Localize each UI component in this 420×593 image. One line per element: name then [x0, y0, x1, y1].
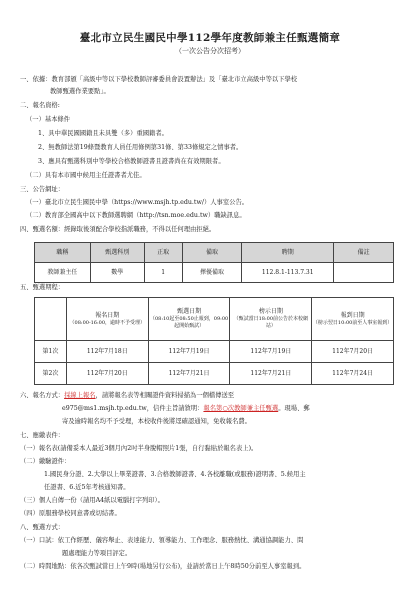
eligibility-item-2: 2、無教師法第19條暨教育人員任用條例第31條、第33條規定之情事者。 [38, 144, 243, 151]
section-quota-heading: 四、甄選名額：經錄取後須配合學校指派職務，不得以任何理由拒絕。 [20, 226, 216, 233]
schedule-cell: 112年7月21日 [148, 363, 230, 385]
position-cell-title: 教師兼主任 [35, 263, 91, 283]
documents-item-2b: 任證書、6.近5年考核通知書。 [44, 484, 130, 491]
registration-method: 採線上報名 [64, 392, 96, 399]
position-cell-note [334, 263, 394, 283]
schedule-cell: 112年7月19日 [148, 341, 230, 363]
schedule-cell: 112年7月24日 [312, 363, 394, 385]
position-header-title: 職稱 [35, 243, 91, 263]
schedule-cell: 112年7月21日 [230, 363, 312, 385]
document-title: 臺北市立民生國民中學112學年度教師兼主任甄選簡章 [79, 32, 341, 44]
document-subtitle: （一次公告分次招考） [175, 47, 245, 55]
position-header-regular: 正取 [144, 243, 182, 263]
section-method-heading: 八、甄選方式： [20, 524, 65, 531]
position-table [34, 242, 394, 283]
announcement-url-1: （一）臺北市立民生國民中學（https://www.msjh.tp.edu.tw/）人事室公告。 [26, 199, 249, 206]
documents-item-1: （一）報名表(請備妥本人最近3個月內2吋半身脫帽照片1張，自行黏貼於報名表上)。 [20, 445, 258, 452]
section-documents-heading: 七、應繳表件： [20, 432, 65, 439]
schedule-header-report: 報到日期 （榜示翌日10:00前至人事室報到） [312, 298, 394, 341]
method-item-1a: （一）口試：依工作經歷、儀容舉止、表達能力、領導能力、工作理念、服務熱忱、溝通協調能力、問 [20, 537, 304, 544]
eligibility-item-1: 1、具中華民國國籍且未具雙（多）重國籍者。 [38, 130, 168, 137]
schedule-header-exam: 甄選日期 （08:10起至08:50止報到，09:00起開始甄試） [148, 298, 230, 341]
email-subject: 報名第○次教師兼主任甄選 [203, 405, 279, 412]
method-item-1b: 題處理能力等項目評定。 [62, 550, 132, 557]
schedule-cell: 112年7月20日 [312, 341, 394, 363]
registration-email[interactable]: e975@ms1.msjh.tp.edu.tw，信件主旨請敘明： [62, 405, 204, 412]
position-cell-alternate: 擇優備取 [182, 263, 242, 283]
documents-item-2: （二）繳驗證件： [20, 458, 71, 465]
schedule-row-label: 第2次 [35, 363, 67, 385]
eligibility-basic: （一）基本條件 [26, 116, 71, 123]
section-announcement-heading: 三、公告網址： [20, 186, 65, 193]
announcement-url-2: （二）教育部全國高中以下教師選聘網（http://tsn.moe.edu.tw）職缺訊息。 [26, 212, 246, 219]
section-basis-line2: 教師甄選作業要點」。 [50, 88, 110, 95]
schedule-header-registration: 報名日期 （08:00-16:00，逾時不予受理） [66, 298, 148, 341]
schedule-table [34, 297, 394, 385]
schedule-header-blank [35, 298, 67, 341]
eligibility-item-3: 3、應具有甄選科別中等學校合格教師證書且證書尚在有效期限者。 [38, 158, 225, 165]
section-basis-line1: 一、依據：教育部頒「高級中等以下學校教師評審委員會設置辦法」及「臺北市立高級中等以下學校 [20, 76, 298, 83]
schedule-header-results: 榜示日期 （甄試當日18:00前公告於本校網站） [230, 298, 312, 341]
position-cell-subject: 數學 [90, 263, 144, 283]
documents-item-4: （四）原服務學校同意書或切結書。 [20, 510, 121, 517]
eligibility-preferred: （二）具有本市國中候用主任證書者尤佳。 [26, 172, 146, 179]
documents-item-3: （三）個人自傳一份（請用A4紙以電腦打字列印）。 [20, 497, 164, 504]
method-item-2: （二）時間地點：依各次甄試當日上午9時(場地另行公布)，並請於當日上午8時50分前至人事室報到。 [20, 563, 306, 570]
schedule-row [35, 363, 394, 385]
position-cell-regular: 1 [144, 263, 182, 283]
section-registration-line1: 六、報名方式：採線上報名，請將報名表等相關證件資料掃描為一個檔傳送至 [20, 392, 235, 399]
schedule-cell: 112年7月19日 [230, 341, 312, 363]
position-header-term: 聘期 [242, 243, 334, 263]
section-eligibility-heading: 二、報名資格: [20, 102, 60, 109]
section-registration-line3: 寄及逾時報名均不予受理，本校收件後將逕確認通知，免收報名費。 [62, 418, 251, 425]
documents-item-2a: 1.國民身分證、2.大學以上畢業證書、3.合格教師證書、4.各校離職(或服務)證明書、5.候用主 [44, 471, 306, 478]
position-header-note: 備註 [334, 243, 394, 263]
position-header-subject: 甄選科別 [90, 243, 144, 263]
schedule-cell: 112年7月20日 [66, 363, 148, 385]
schedule-cell: 112年7月18日 [66, 341, 148, 363]
position-header-alternate: 備取 [182, 243, 242, 263]
position-cell-term: 112.8.1-113.7.31 [242, 263, 334, 283]
schedule-row [35, 341, 394, 363]
schedule-row-label: 第1次 [35, 341, 67, 363]
section-schedule-heading: 五、甄選期程： [20, 284, 65, 291]
section-registration-line2: e975@ms1.msjh.tp.edu.tw，信件主旨請敘明：報名第○次教師兼主任甄選。現場、郵 [62, 405, 310, 412]
